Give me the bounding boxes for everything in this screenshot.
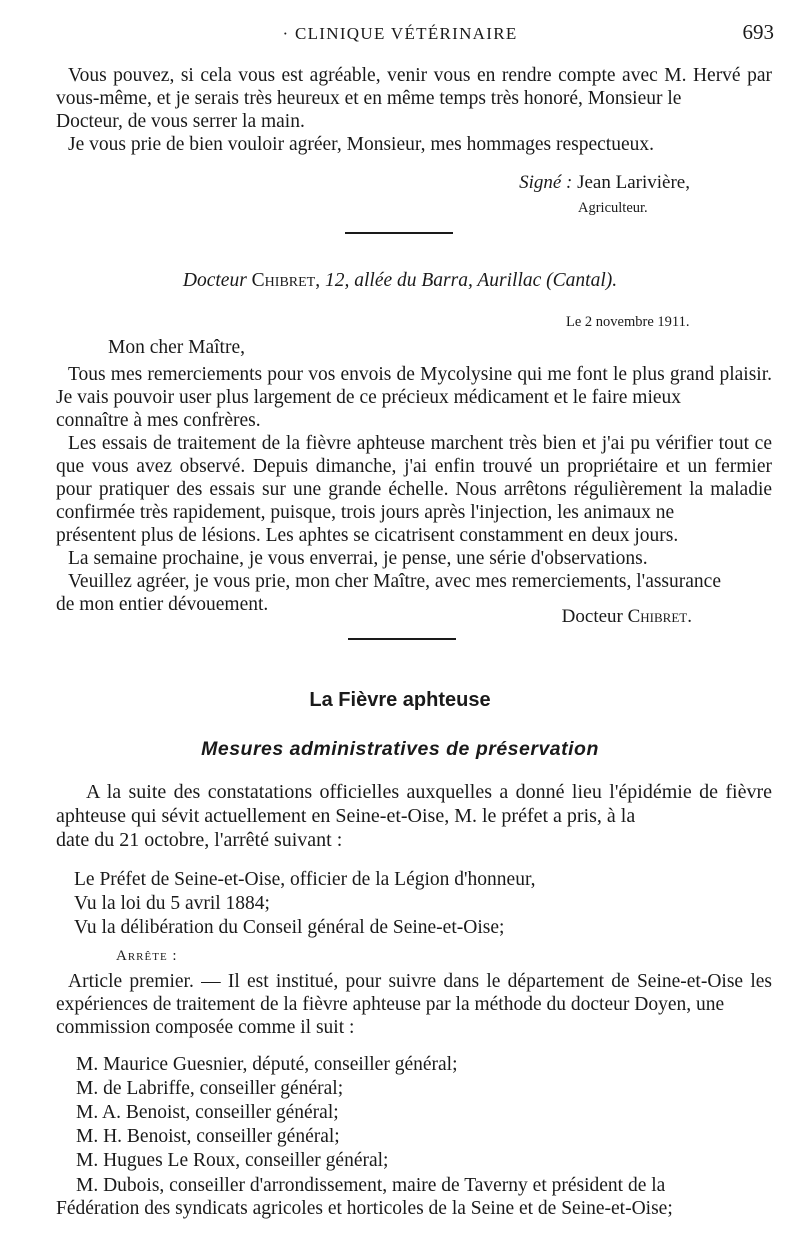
- heading-address: 12, allée du Barra, Aurillac (Cantal).: [324, 270, 618, 291]
- letter-2-date: Le 2 novembre 1911.: [566, 314, 690, 330]
- signature-name: Chibret.: [627, 606, 692, 627]
- section-divider: [345, 232, 453, 234]
- letter-2-paragraph-3: La semaine prochaine, je vous enverrai, je pense, une série d'observations.: [68, 548, 648, 569]
- page-number: 693: [742, 20, 774, 44]
- text-line: par vous-même, et je serais très heureux et en même temps très honoré, Monsieur le: [56, 65, 772, 109]
- signatory-title: Agriculteur.: [578, 200, 648, 216]
- signatory-name: Jean Larivière,: [577, 172, 690, 193]
- text-line: connaître à mes confrères.: [56, 410, 261, 431]
- section-divider: [348, 638, 456, 640]
- commission-member: M. H. Benoist, conseiller général;: [76, 1126, 340, 1147]
- commission-member-paragraph: [56, 1174, 772, 1197]
- letter-2-heading: [0, 270, 800, 292]
- letter-2-paragraph-2: [56, 432, 772, 524]
- text-line: Veuillez agréer, je vous prie, mon cher Maître, avec mes remerciements, l'assurance: [68, 571, 721, 592]
- text-line: Vu la délibération du Conseil général de Seine-et-Oise;: [74, 917, 505, 938]
- article-subtitle: Mesures administratives de préservation: [201, 738, 599, 760]
- letter-2-paragraph-4: [56, 570, 772, 593]
- commission-member-last: [56, 1174, 772, 1220]
- commission-member: M. Hugues Le Roux, conseiller général;: [76, 1150, 389, 1171]
- text-line: M. Dubois, conseiller d'arrondissement, maire de Taverny et président de la: [76, 1175, 666, 1196]
- text-line: présentent plus de lésions. Les aphtes se cicatrisent constamment en deux jours.: [56, 525, 679, 546]
- letter-2-paragraph-1: [56, 363, 772, 409]
- letter-2-salutation: Mon cher Maître,: [108, 337, 245, 358]
- text-line: maladie confirmée très rapidement, puisque, trois jours après l'injection, les animaux ne: [56, 479, 773, 523]
- text-line: Docteur, de vous serrer la main.: [56, 111, 305, 132]
- text-line: de mon entier dévouement.: [56, 594, 269, 615]
- letter-1-paragraph-2: Je vous prie de bien vouloir agréer, Monsieur, mes hommages respectueux.: [68, 134, 654, 155]
- commission-member: M. Maurice Guesnier, député, conseiller général;: [76, 1054, 458, 1075]
- letter-1-paragraph-1: [56, 64, 772, 110]
- text-line: Fédération des syndicats agricoles et horticoles de la Seine et de Seine-et-Oise;: [56, 1198, 673, 1219]
- text-line: les expériences de traitement de la fièvre aphteuse par la méthode du docteur Doyen, une: [56, 971, 773, 1015]
- text-line: Les essais de traitement de la fièvre aphteuse marchent très bien et j'ai pu vérifier: [68, 433, 713, 454]
- text-line: fièvre aphteuse qui sévit actuellement en Seine-et-Oise, M. le préfet a pris, à la: [56, 781, 773, 827]
- text-line: Vu la loi du 5 avril 1884;: [74, 893, 270, 914]
- text-line: Vous pouvez, si cela vous est agréable, venir vous en rendre compte avec M. Hervé: [68, 65, 741, 86]
- article-1: [56, 970, 772, 1039]
- intro-paragraph: [56, 780, 772, 828]
- signature-prefix: Docteur: [561, 606, 623, 627]
- text-line: Le Préfet de Seine-et-Oise, officier de la Légion d'honneur,: [74, 869, 536, 890]
- decree-preamble: [74, 868, 536, 940]
- text-line: commission composée comme il suit :: [56, 1017, 355, 1038]
- text-line: plaisir. Je vais pouvoir user plus largement de ce précieux médicament et le faire mieux: [56, 364, 772, 408]
- article-intro: [56, 780, 772, 852]
- running-header-title: · CLINIQUE VÉTÉRINAIRE: [282, 24, 518, 43]
- letter-1-body: [56, 64, 772, 156]
- signed-prefix: Signé :: [519, 172, 573, 193]
- heading-name: Chibret,: [251, 270, 321, 291]
- text-line: Article premier. — Il est institué, pour suivre dans le département de Seine-et-Oise: [68, 971, 744, 992]
- text-line: A la suite des constatations officielles auxquelles a donné lieu l'épidémie de: [86, 781, 718, 803]
- text-line: Tous mes remerciements pour vos envois de Mycolysine qui me font le plus grand: [68, 364, 715, 385]
- article-1-paragraph: [56, 970, 772, 1016]
- text-line: date du 21 octobre, l'arrêté suivant :: [56, 829, 343, 851]
- text-line: fermier pour pratiquer des essais sur une grande échelle. Nous arrêtons régulièrement la: [56, 456, 773, 500]
- letter-1-signature: [519, 172, 690, 194]
- decree-arrete-label: Arrête :: [116, 948, 178, 964]
- commission-member: M. A. Benoist, conseiller général;: [76, 1102, 339, 1123]
- heading-title: Docteur: [182, 270, 247, 291]
- text-line: tout ce que vous avez observé. Depuis dimanche, j'ai enfin trouvé un propriétaire et un: [56, 433, 772, 477]
- letter-2-signature: [562, 606, 692, 628]
- article-title: La Fièvre aphteuse: [309, 689, 491, 711]
- letter-2-body: [56, 363, 772, 616]
- commission-member: M. de Labriffe, conseiller général;: [76, 1078, 344, 1099]
